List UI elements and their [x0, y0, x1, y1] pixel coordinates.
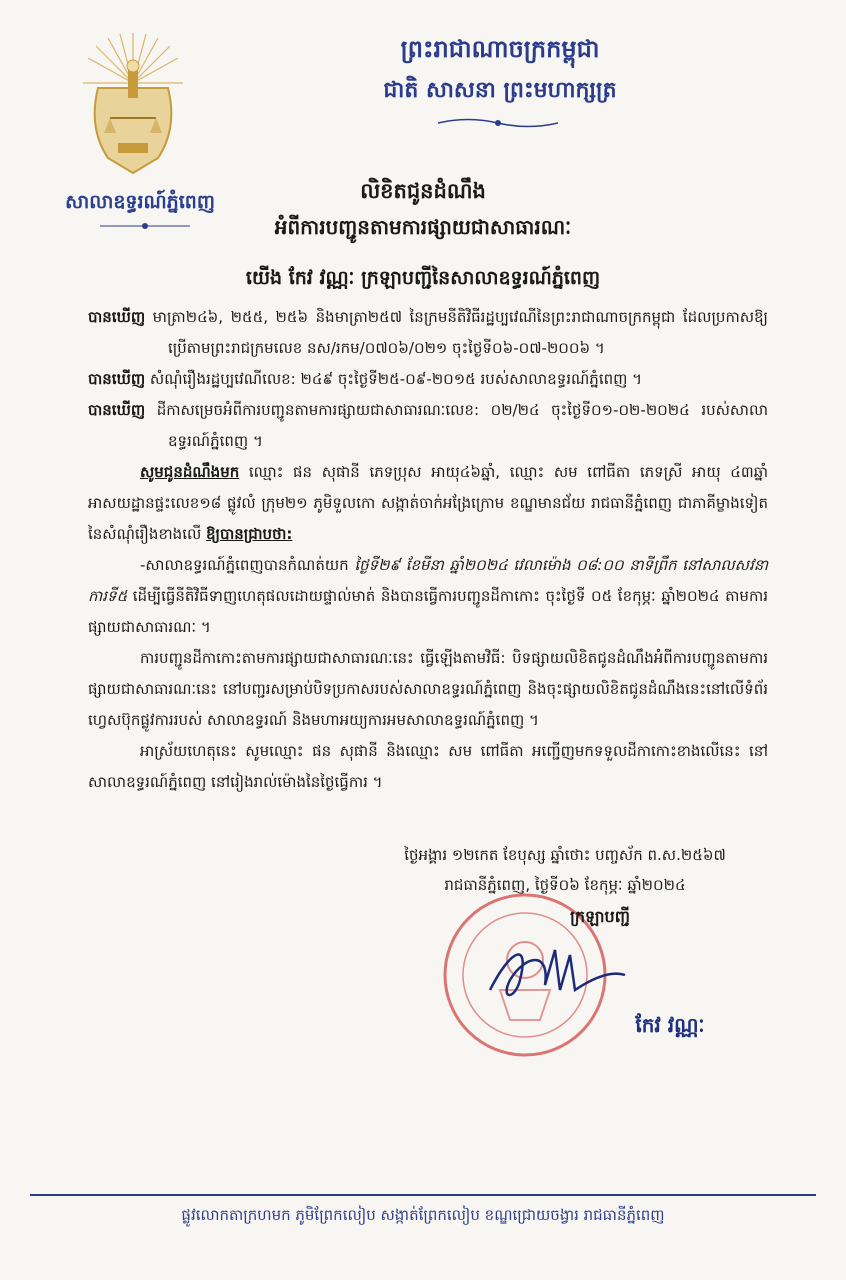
paragraph-text: ដីកាសម្រេចអំពីការបញ្ជូនតាមការផ្សាយជាសាធារណៈលេខ: ០២/២៤ ចុះថ្ងៃទី០១-០២-២០២៤ របស់សាលាឧទ្ធរណ៍ភ្នំពេញ ។	[145, 401, 768, 450]
document-subtitle: អំពីការបញ្ជូនតាមការផ្សាយជាសាធារណៈ	[274, 215, 572, 239]
paragraph-text: ឈ្មោះ ផន សុផានី ភេទប្រុស អាយុ៤៦ឆ្នាំ, ឈ្មោះ សម ពៅធីតា ភេទស្រី អាយុ ៤៣ឆ្នាំ អាសយដ្ឋានផ្ទះលេខ១៨ ផ្លូវលំ ក្រុម២១ ភូមិទួលកោ សង្កាត់ចាក់អង្រែក្រោម ខណ្ឌមានជ័យ រាជធានីភ្នំពេញ ជាភាគីម្ខាងទៀត នៃសំណុំរឿងខាងលើ	[88, 463, 769, 543]
paragraph-method: ការបញ្ជូនដីកាកោះតាមការផ្សាយជាសាធារណៈនេះ ធ្វើឡើងតាមវិធី: បិទផ្សាយលិខិតជូនដំណឹងអំពីការបញ្ជូនតាមការផ្សាយជាសាធារណៈនេះ នៅបញ្ជរសម្រាប់បិទប្រកាសរបស់សាលាឧទ្ធរណ៍ភ្នំពេញ និងចុះផ្សាយលិខិតជូនដំណឹងនេះនៅលើទំព័រហ្វេសប៊ុកផ្លូវការរបស់ សាលាឧទ្ធរណ៍ និងមហាអយ្យការអមសាលាឧទ្ធរណ៍ភ្នំពេញ ។	[88, 649, 768, 729]
paragraph-label: សូមជូនដំណឹងមក	[140, 463, 240, 481]
paragraph-notice-recipients	[88, 457, 768, 550]
ornament-divider-icon	[438, 116, 558, 130]
ornament-divider-icon	[100, 220, 190, 232]
paragraph-label: បានឃើញ	[88, 401, 146, 419]
footer-address: ផ្លូវលោកតាក្រហមក ភូមិព្រែកលៀប សង្កាត់ព្រែកលៀប ខណ្ឌជ្រោយចង្វារ រាជធានីភ្នំពេញ	[181, 1206, 665, 1224]
paragraph-text: ដើម្បីធ្វើនីតិវិធីទាញហេតុផលដោយផ្ទាល់មាត់ និងបានធ្វើការបញ្ជូនដីកាកោះ ចុះថ្ងៃទី ០៥ ខែកុម្ភៈ ឆ្នាំ២០២៤ តាមការផ្សាយជាសាធារណៈ ។	[88, 587, 768, 636]
kingdom-heading: ព្រះរាជាណាចក្រកម្ពុជា	[400, 35, 600, 63]
paragraph-case-file	[88, 364, 768, 395]
date-gregorian: រាជធានីភ្នំពេញ, ថ្ងៃទី០៦ ខែកុម្ភៈ ឆ្នាំ២០២៤	[444, 876, 686, 894]
issuer-line: យើង កែវ វណ្ណៈ ក្រឡាបញ្ជីនៃសាលាឧទ្ធរណ៍ភ្នំពេញ	[245, 267, 601, 289]
paragraph-hearing	[88, 550, 768, 643]
letter-body	[88, 302, 768, 798]
footer-divider	[30, 1194, 816, 1196]
document-title: លិខិតជូនដំណឹង	[360, 179, 486, 203]
paragraph-label: បានឃើញ	[88, 308, 146, 326]
paragraph-label: បានឃើញ	[88, 370, 146, 388]
paragraph-decision	[88, 395, 768, 457]
paragraph-conclusion: អាស្រ័យហេតុនេះ សូមឈ្មោះ ផន សុផានី និងឈ្មោះ សម ពៅធីតា អញ្ជើញមកទទួលដីកាកោះខាងលើនេះ នៅសាលាឧទ្ធរណ៍ភ្នំពេញ នៅរៀងរាល់ម៉ោងនៃថ្ងៃធ្វើការ ។	[88, 742, 768, 791]
paragraph-tail: ឱ្យបានជ្រាបថា:	[206, 525, 293, 543]
court-name: សាលាឧទ្ធរណ៍ភ្នំពេញ	[65, 191, 215, 213]
paragraph-legal-basis	[88, 302, 768, 364]
royal-emblem-icon	[78, 28, 188, 178]
signer-title: ក្រឡាបញ្ជី	[570, 907, 630, 926]
paragraph-text: សំណុំរឿងរដ្ឋប្បវេណីលេខ: ២៤៩ ចុះថ្ងៃទី២៥-០៩-២០១៥ របស់សាលាឧទ្ធរណ៍ភ្នំពេញ ។	[145, 370, 643, 388]
signature-icon	[480, 930, 630, 1010]
date-lunar: ថ្ងៃអង្គារ ១២កេត ខែបុស្ស ឆ្នាំថោះ បញ្ចស័ក ព.ស.២៥៦៧	[404, 846, 726, 864]
national-motto: ជាតិ សាសនា ព្រះមហាក្សត្រ	[383, 78, 617, 103]
signer-name: កែវ វណ្ណៈ	[635, 1013, 705, 1037]
paragraph-text: មាត្រា២៤៦, ២៥៥, ២៥៦ និងមាត្រា២៥៧ នៃក្រមនីតិវិធីរដ្ឋប្បវេណីនៃព្រះរាជាណាចក្រកម្ពុជា ដែលប្រកាសឱ្យប្រើតាមព្រះរាជក្រមលេខ នស/រកម/០៧០៦/០២១ ចុះថ្ងៃទី០៦-០៧-២០០៦ ។	[145, 308, 768, 357]
paragraph-lead: -សាលាឧទ្ធរណ៍ភ្នំពេញបានកំណត់យក	[140, 556, 355, 574]
hearing-time: ថ្ងៃទី២៩ ខែមីនា ឆ្នាំ២០២៤ វេលាម៉ោង ០៨:០០ នាទីព្រឹក នៅសាលសវនាការទី៥	[88, 556, 768, 605]
